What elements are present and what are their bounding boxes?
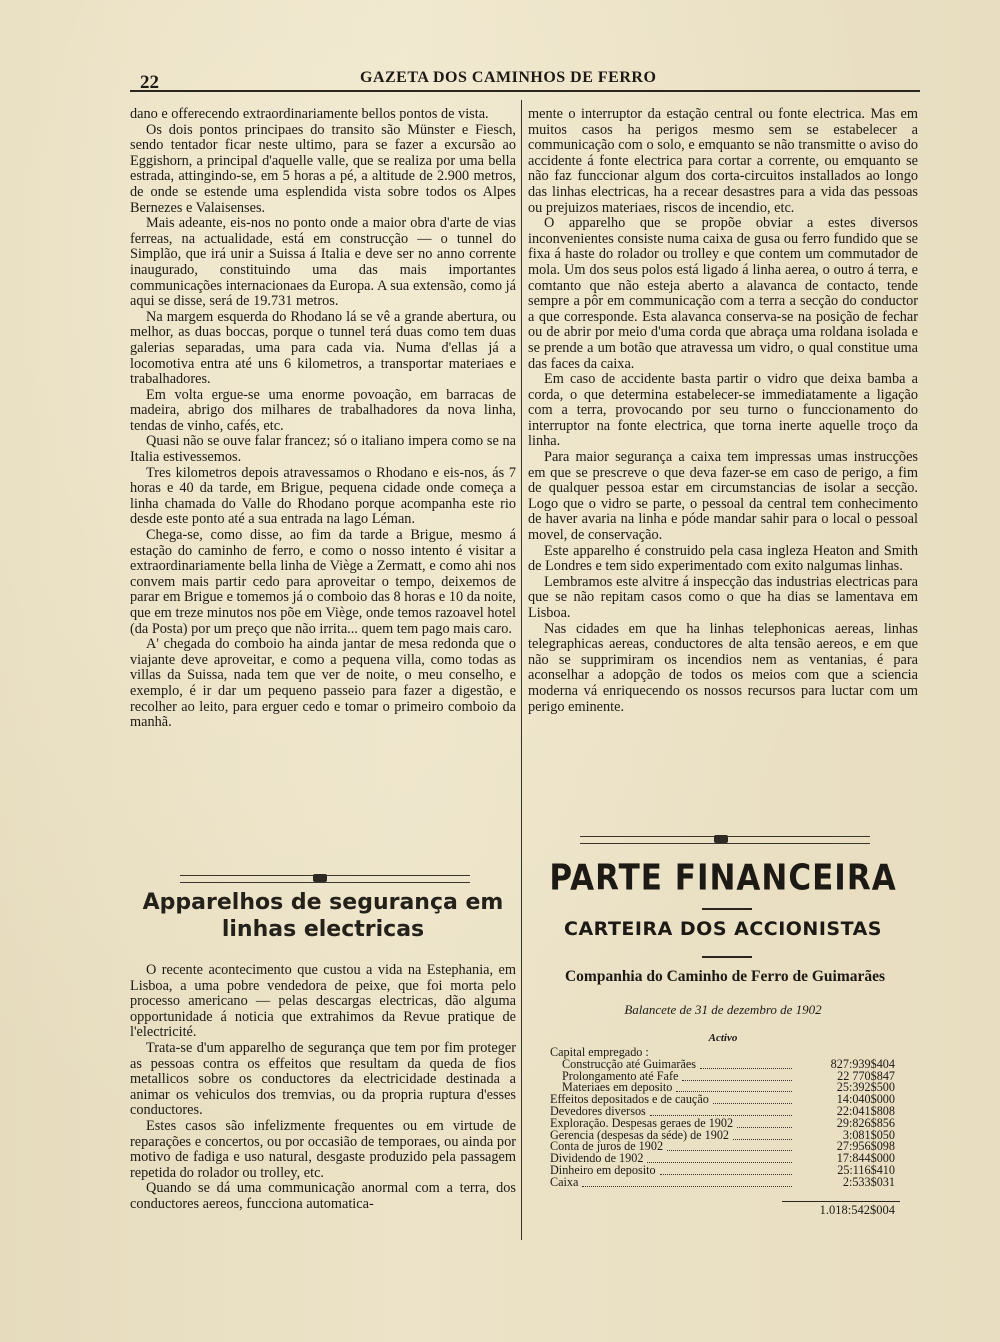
ledger-label: Materiaes em deposito	[562, 1080, 673, 1095]
ornament-icon	[714, 835, 728, 843]
balance-ledger	[550, 1047, 900, 1189]
right-column-text	[528, 107, 918, 715]
paragraph: Lembramos este alvitre á inspecção das industrias electricas para que se não repitam casos como o que ha dias se lamentava em Lisboa.	[528, 573, 918, 621]
ledger-amount: 22:041$808	[836, 1103, 895, 1118]
leader-dots	[713, 1102, 792, 1104]
leader-dots	[733, 1138, 792, 1140]
paragraph: Em volta ergue-se uma enorme povoação, em barracas de madeira, abrigo dos milhares de trabalhadores da nova linha, tendas de vinho, cafés, etc.	[130, 386, 516, 434]
subsection-title: CARTEIRA DOS ACCIONISTAS	[564, 918, 882, 940]
ledger-label: Conta de juros de 1902	[550, 1139, 664, 1154]
paragraph: Em caso de accidente basta partir o vidro que deixa bamba a corda, o que determina estabelecer-se immediatamente a ligação com a terra, provocando por seu turno o funccionamento do interruptor na fonte electrica, que torna inerte aquelle troço da linha.	[528, 371, 918, 450]
ledger-amount: 22 770$847	[837, 1068, 895, 1083]
company-name: Companhia do Caminho de Ferro de Guimarães	[564, 968, 886, 985]
paragraph: Os dois pontos principaes do transito são Münster e Fiesch, sendo tentador ficar neste ultimo, para se fazer a excursão ao Eggishorn, a principal d'aquelle valle, que se realiza por uma bella estrada, attingindo-se, em 5 horas a pé, a altitude de 2.900 metros, de onde se estende uma esplendida vista sobre todos os Alpes Bernezes e Valaisenses.	[130, 121, 516, 216]
paragraph: Estes casos são infelizmente frequentes ou em virtude de reparações e concertos, ou por occasião de temporaes, ou ainda por motivo de fadiga e uso natural, desgaste produzido pela passagem repetida do rolador ou trolley, etc.	[130, 1117, 516, 1181]
paragraph: Este apparelho é construido pela casa ingleza Heaton and Smith de Londres e tem sido experimentado com exito nalgumas linhas.	[528, 542, 918, 575]
leader-dots	[700, 1067, 792, 1069]
ledger-label: Exploração. Despesas geraes de 1902	[550, 1115, 734, 1130]
paragraph: Na margem esquerda do Rhodano lá se vê a grande abertura, ou melhor, as duas boccas, porque o tunnel terá duas como tem duas galerias separadas, uma para cada via. Numa d'ellas já a locomotiva entra até uns 6 kilometros, a transportar materiaes e trabalhadores.	[130, 308, 516, 388]
ledger-label: Construcção até Guimarães	[562, 1056, 697, 1071]
ledger-row	[550, 1174, 900, 1189]
ledger-amount: 25:392$500	[836, 1080, 895, 1095]
ledger-amount: 25:116$410	[837, 1162, 895, 1177]
short-rule	[702, 956, 752, 958]
leader-dots	[660, 1173, 792, 1175]
article-title	[130, 889, 516, 943]
financial-section-title: PARTE FINANCEIRA	[549, 857, 897, 899]
ledger-total: 1.018:542$004	[819, 1203, 895, 1217]
paragraph: Para maior segurança a caixa tem impressas umas instrucções em que se prescreve o que deva fazer-se em caso de perigo, a fim de qualquer pessoa estar em circumstancias de isolar a secção. Logo que o vidro se parte, o pessoal da central tem conhecimento de haver avaria na linha e póde mandar sahir para o local o pessoal movel, de conservação.	[528, 449, 918, 544]
paragraph: Quando se dá uma communicação anormal com a terra, dos conductores aereos, funcciona automatica-	[130, 1180, 516, 1212]
leader-dots	[582, 1185, 792, 1187]
ledger-amount: 29:826$856	[836, 1115, 895, 1130]
paragraph: O apparelho que se propõe obviar a estes diversos inconvenientes consiste numa caixa de gusa ou ferro fundido que se fixa á haste do rolador ou trolley e que contem um commutador de mola. Um dos seus polos está ligado á linha aerea, o outro á terra, e comtanto que não esteja aberto a alavanca de contacto, tende sempre a pôr em communicação com a terra a secção do conductor a que corresponde. Esta alavanca conserva-se na posição de fechar ou de abrir por meio d'uma corda que abraça uma roldana isolada e se prende a um botão que atravessa um vidro, o qual constitue uma das faces da caixa.	[528, 215, 918, 372]
column-divider	[521, 100, 522, 1240]
ledger-label: Devedores diversos	[550, 1103, 646, 1118]
ledger-amount: 3:081$050	[842, 1127, 895, 1142]
ledger-sum-rule	[782, 1201, 900, 1202]
leader-dots	[647, 1161, 792, 1163]
short-rule	[702, 908, 752, 910]
ledger-amount: 27:956$098	[836, 1139, 895, 1154]
paragraph: Trata-se d'um apparelho de segurança que tem por fim proteger as pessoas contra os effeitos que resultam da queda de fios metallicos sobre os conductores da electricidade destinada a animar os vehiculos dos tremvias, ou da propria ruptura d'esses conductores.	[130, 1039, 516, 1119]
ledger-label: Caixa	[550, 1174, 579, 1189]
article-body	[130, 963, 516, 1213]
page-header	[130, 66, 920, 92]
paragraph: Mais adeante, eis-nos no ponto onde a maior obra d'arte de vias ferreas, na actualidade, está em construcção — o tunnel do Simplão, que irá unir a Suissa á Italia e deve ser no anno corrente inaugurado, constituindo uma das mais importantes communicações internacionaes da Europa. A sua extensão, como já aqui se disse, será de 19.731 metros.	[130, 215, 516, 310]
ornament-icon	[313, 874, 327, 882]
page-number: 22	[140, 72, 159, 93]
ledger-amount: 2:533$031	[842, 1174, 895, 1189]
leader-dots	[737, 1126, 792, 1128]
left-column-text	[130, 107, 516, 731]
leader-dots	[682, 1079, 792, 1081]
paragraph: Chega-se, como disse, ao fim da tarde a Brigue, mesmo á estação do caminho de ferro, e como o nosso intento é visitar a extraordinariamente bella linha de Viège a Zermatt, e como ahi nos convem mais partir cedo para aproveitar o tempo, deixemos de parar em Brigue e tomemos já o comboio das 8 horas e 10 da noite, que em treze minutos nos põe em Viège, onde temos razoavel hotel (da Posta) por um preço que não irrita... quem tem pago mais caro.	[130, 527, 516, 637]
paragraph: Tres kilometros depois atravessamos o Rhodano e eis-nos, ás 7 horas e 40 da tarde, em Brigue, pequena cidade onde começa a linha chamada do Valle do Rhodano porque acompanha este rio desde este ponto até a sua entrada na lago Léman.	[130, 464, 516, 528]
ledger-label: Capital empregado :	[550, 1045, 649, 1059]
ledger-amount: 14:040$000	[836, 1092, 895, 1107]
paragraph: Quasi não se ouve falar francez; só o italiano impera como se na Italia estivessemos.	[130, 433, 516, 466]
ledger-label: Prolongamento até Fafe	[562, 1068, 679, 1083]
activo-label: Activo	[708, 1032, 738, 1044]
running-title: GAZETA DOS CAMINHOS DE FERRO	[360, 69, 657, 86]
article-title-line1: Apparelhos de segurança em	[142, 890, 504, 915]
ledger-amount: 827:939$404	[830, 1056, 895, 1071]
ledger-amount: 17:844$000	[836, 1151, 895, 1166]
paragraph: O recente acontecimento que custou a vida na Estephania, em Lisboa, a uma pobre vendedora de peixe, que foi morta pelo processo americano — pelas descargas electricas, dão alguma opportunidade á noticia que extrahimos da Revue pratique de l'electricité.	[130, 962, 516, 1041]
paragraph: Nas cidades em que ha linhas telephonicas aereas, linhas telegraphicas aereas, conductores de alta tensão aereos, e em que não se supprimiram os incendios nem as ventanias, é para aconselhar a adopção de todos os meios com que a sciencia moderna vá enriquecendo os nossos recursos para luctar com um perigo eminente.	[528, 620, 918, 715]
ledger-label: Effeitos depositados e de caução	[550, 1092, 709, 1107]
paragraph: mente o interruptor da estação central ou fonte electrica. Mas em muitos casos ha perigos mesmo sem se estabelecer a communicação com o solo, e emquanto se não transmitte o aviso do accidente á fonte electrica para cortar a corrente, ou emquanto se não faz funccionar algum dos corta-circuitos installados ao longo das linhas electricas, ha a recear desastres para a vida das pessoas ou prejuizos materiaes, riscos de incendio, etc.	[528, 106, 918, 216]
ledger-label: Dinheiro em deposito	[550, 1162, 656, 1177]
ledger-label: Gerencia (despesas da séde) de 1902	[550, 1127, 730, 1142]
paragraph: dano e offerecendo extraordinariamente bellos pontos de vista.	[130, 106, 489, 122]
leader-dots	[667, 1149, 792, 1151]
ledger-label: Dividendo de 1902	[550, 1151, 644, 1166]
balance-date: Balancete de 31 de dezembro de 1902	[624, 1002, 822, 1017]
paragraph: A' chegada do comboio ha ainda jantar de mesa redonda que o viajante deve aproveitar, e como a pequena villa, como todas as villas da Suissa, nada tem que ver de noite, o meu conselho, e exemplo, é ir dar um pequeno passeio para fazer a digestão, e recolher ao leito, para erguer cedo e tomar o primeiro comboio da manhã.	[130, 636, 516, 731]
article-title-line2: linhas electricas	[221, 917, 425, 942]
